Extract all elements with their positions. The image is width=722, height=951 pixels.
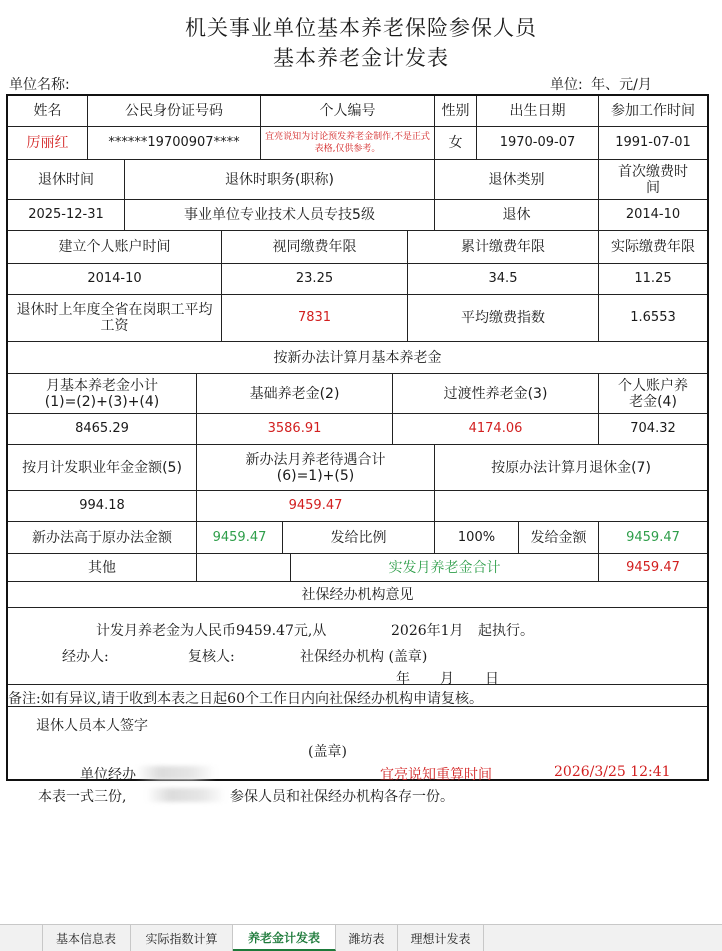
person-birth[interactable]: 1970-09-07 — [477, 127, 599, 160]
header-birth[interactable]: 出生日期 — [477, 96, 599, 127]
annuity-label[interactable]: 按月计发职业年金金额(5) — [8, 445, 197, 491]
header-work-start[interactable]: 参加工作时间 — [599, 96, 707, 127]
ratio-label[interactable]: 发给比例 — [283, 522, 435, 554]
opinion-divider — [8, 684, 707, 685]
tab-ideal-calc[interactable]: 理想计发表 — [398, 925, 484, 951]
header-id-no[interactable]: 公民身份证号码 — [88, 96, 261, 127]
footer-note-a: 本表一式三份, — [38, 789, 127, 805]
diff-label[interactable]: 新办法高于原办法金额 — [8, 522, 197, 554]
opinion-title: 社保经办机构意见 — [8, 582, 707, 608]
header-total-years[interactable]: 累计缴费年限 — [408, 231, 599, 264]
amount-label[interactable]: 发给金额 — [519, 522, 599, 554]
new-total-value[interactable]: 9459.47 — [197, 491, 435, 522]
diff-value[interactable]: 9459.47 — [197, 522, 283, 554]
person-name[interactable]: 厉丽红 — [8, 127, 88, 160]
retire-type[interactable]: 退休 — [435, 200, 599, 231]
recalc-label: 宜亮说知重算时间 — [380, 767, 492, 783]
header-account-time[interactable]: 建立个人账户时间 — [8, 231, 222, 264]
person-work-start[interactable]: 1991-07-01 — [599, 127, 707, 160]
remark-text: 备注:如有异议,请于收到本表之日起60个工作日内向社保经办机构申请复核。 — [8, 691, 483, 707]
personal-no-note[interactable]: 宜亮说知为讨论预发养老金制作,不是正式表格,仅供参考。 — [261, 127, 435, 160]
unit-label: 单位: 年、元/月 — [550, 77, 652, 93]
monthly-total-value[interactable]: 9459.47 — [599, 554, 707, 582]
monthly-total-label[interactable]: 实发月养老金合计 — [291, 554, 599, 582]
tab-pension-calc[interactable]: 养老金计发表 — [233, 925, 336, 951]
header-personal-no[interactable]: 个人编号 — [261, 96, 435, 127]
actual-years[interactable]: 11.25 — [599, 264, 707, 295]
opinion-start-date: 2026年1月 — [391, 623, 464, 639]
footer-redacted-blur — [146, 788, 226, 802]
recalc-time: 2026/3/25 12:41 — [554, 764, 671, 780]
page-title-line2: 基本养老金计发表 — [273, 46, 449, 70]
other-value[interactable] — [197, 554, 291, 582]
subtotal-label[interactable]: 月基本养老金小计(1)=(2)+(3)+(4) — [8, 374, 197, 414]
annuity-value[interactable]: 994.18 — [8, 491, 197, 522]
avg-index-value[interactable]: 1.6553 — [599, 295, 707, 342]
footer-note-b: 参保人员和社保经办机构各存一份。 — [230, 789, 454, 805]
retire-time[interactable]: 2025-12-31 — [8, 200, 125, 231]
date-year: 年 — [396, 671, 410, 687]
personal-account-label[interactable]: 个人账户养老金(4) — [599, 374, 707, 414]
tab-actual-index[interactable]: 实际指数计算 — [131, 925, 233, 951]
agency-seal-label: 社保经办机构 (盖章) — [300, 649, 428, 665]
header-retire-time[interactable]: 退休时间 — [8, 160, 125, 200]
personal-account-value[interactable]: 704.32 — [599, 414, 707, 445]
total-years[interactable]: 34.5 — [408, 264, 599, 295]
header-actual-years[interactable]: 实际缴费年限 — [599, 231, 707, 264]
payment-table — [6, 94, 709, 781]
header-retire-type[interactable]: 退休类别 — [435, 160, 599, 200]
other-label[interactable]: 其他 — [8, 554, 197, 582]
signature-seal: (盖章) — [308, 744, 347, 760]
unit-name-label: 单位名称: — [9, 77, 70, 93]
remark-divider — [8, 706, 707, 707]
retire-position[interactable]: 事业单位专业技术人员专技5级 — [125, 200, 435, 231]
transition-pension-value[interactable]: 4174.06 — [393, 414, 599, 445]
date-day: 日 — [485, 671, 499, 687]
header-gender[interactable]: 性别 — [435, 96, 477, 127]
page-title-line1: 机关事业单位基本养老保险参保人员 — [185, 16, 537, 40]
redacted-blur — [136, 766, 216, 780]
ratio-value[interactable]: 100% — [435, 522, 519, 554]
transition-pension-label[interactable]: 过渡性养老金(3) — [393, 374, 599, 414]
tab-weifang[interactable]: 潍坊表 — [336, 925, 398, 951]
new-method-title: 按新办法计算月基本养老金 — [8, 342, 707, 374]
subtotal-value[interactable]: 8465.29 — [8, 414, 197, 445]
old-method-label[interactable]: 按原办法计算月退休金(7) — [435, 445, 707, 491]
handler-label: 经办人: — [62, 649, 109, 665]
reviewer-label: 复核人: — [188, 649, 235, 665]
account-time[interactable]: 2014-10 — [8, 264, 222, 295]
sheet-nav-area[interactable] — [0, 925, 43, 951]
header-deemed-years[interactable]: 视同缴费年限 — [222, 231, 408, 264]
deemed-years[interactable]: 23.25 — [222, 264, 408, 295]
person-gender[interactable]: 女 — [435, 127, 477, 160]
date-month: 月 — [440, 671, 454, 687]
avg-wage-label[interactable]: 退休时上年度全省在岗职工平均工资 — [8, 295, 222, 342]
amount-value[interactable]: 9459.47 — [599, 522, 707, 554]
header-name[interactable]: 姓名 — [8, 96, 88, 127]
sheet-tab-bar — [0, 924, 722, 951]
old-method-value[interactable] — [435, 491, 707, 522]
avg-wage-value[interactable]: 7831 — [222, 295, 408, 342]
unit-handler-label: 单位经办 — [80, 767, 136, 783]
header-first-pay[interactable]: 首次缴费时间 — [599, 160, 707, 200]
opinion-statement-suffix: 起执行。 — [478, 623, 534, 639]
header-retire-position[interactable]: 退休时职务(职称) — [125, 160, 435, 200]
basic-pension-label[interactable]: 基础养老金(2) — [197, 374, 393, 414]
new-total-label[interactable]: 新办法月养老待遇合计(6)=1)+(5) — [197, 445, 435, 491]
tab-basic-info[interactable]: 基本信息表 — [42, 925, 131, 951]
basic-pension-value[interactable]: 3586.91 — [197, 414, 393, 445]
first-pay-time[interactable]: 2014-10 — [599, 200, 707, 231]
signature-label: 退休人员本人签字 — [36, 718, 148, 734]
avg-index-label[interactable]: 平均缴费指数 — [408, 295, 599, 342]
person-id-no[interactable]: ******19700907**** — [88, 127, 261, 160]
opinion-statement-prefix: 计发月养老金为人民币9459.47元,从 — [96, 623, 327, 639]
